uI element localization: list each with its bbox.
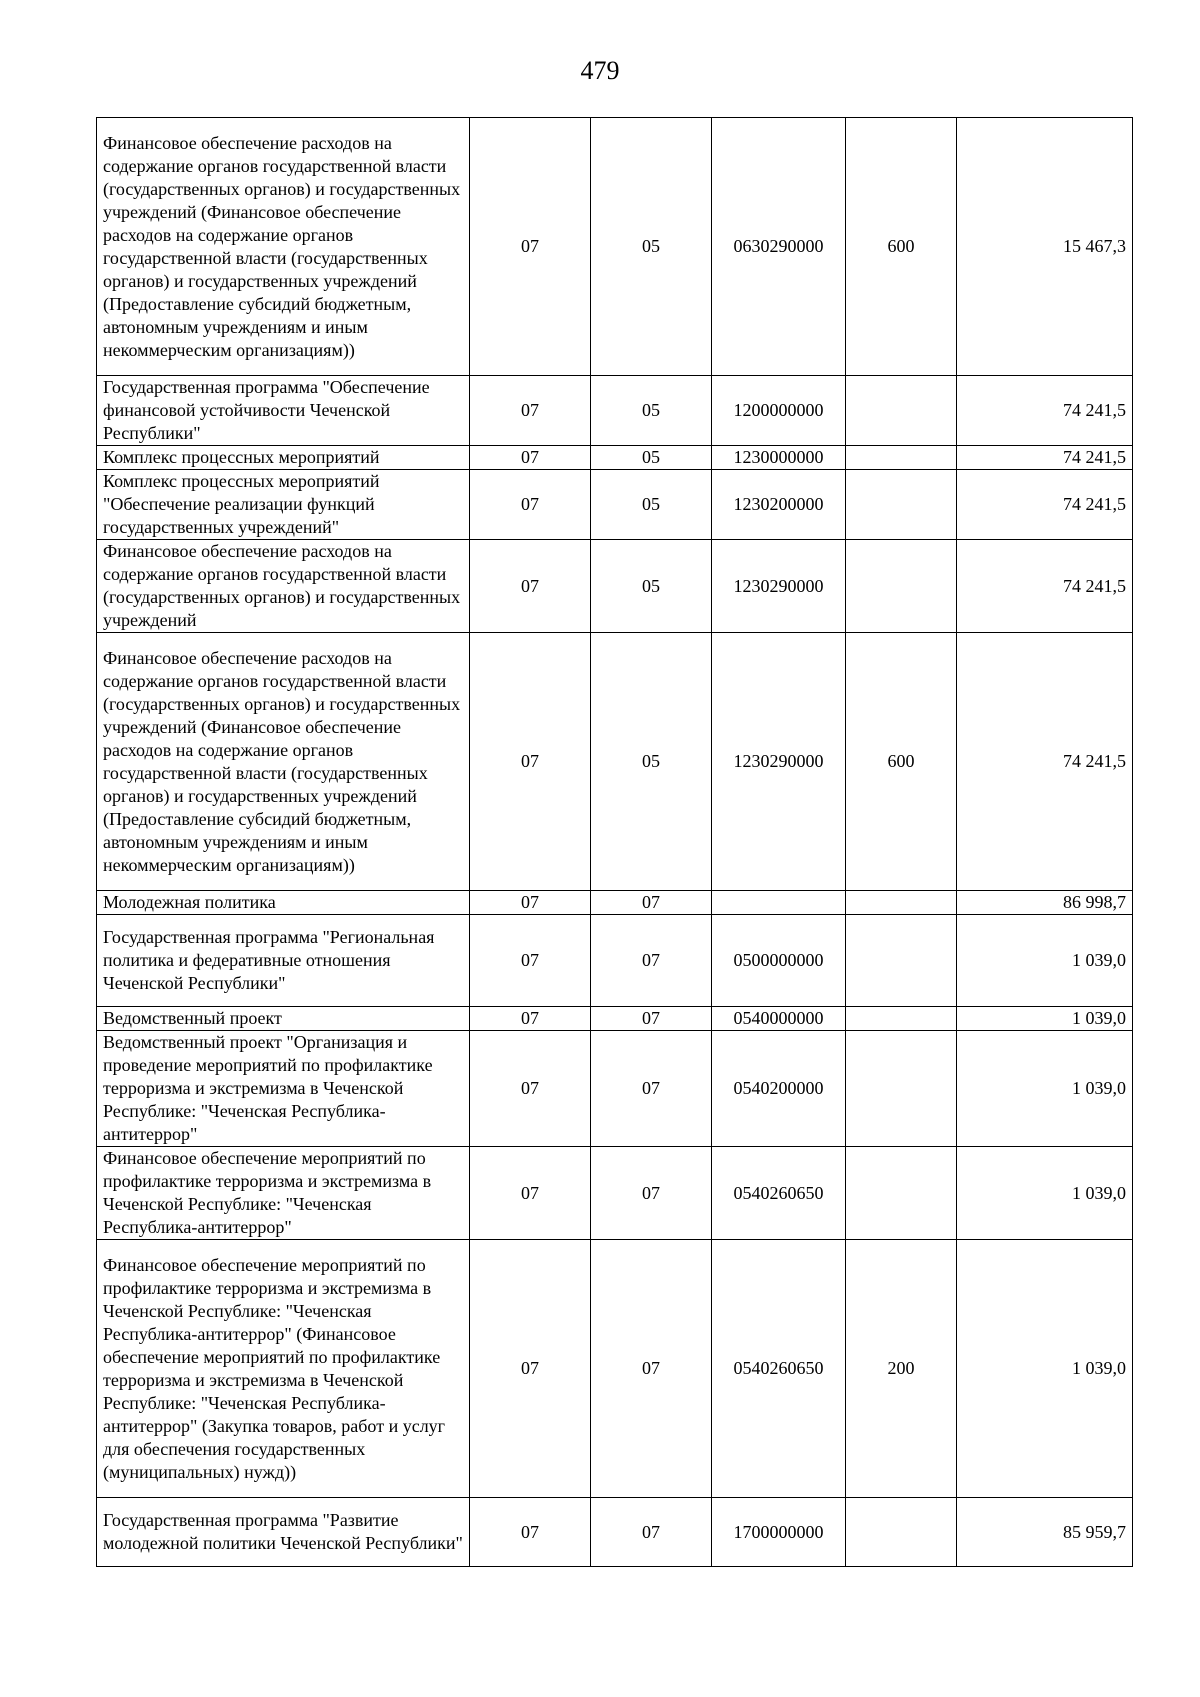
row-subsection: 05 bbox=[591, 633, 712, 891]
row-target-article: 1230290000 bbox=[712, 540, 846, 633]
table-row bbox=[97, 1007, 1133, 1031]
row-section: 07 bbox=[470, 470, 591, 540]
row-subsection: 05 bbox=[591, 446, 712, 470]
row-name: Государственная программа "Развитие молодежной политики Чеченской Республики" bbox=[97, 1498, 470, 1567]
row-amount: 74 241,5 bbox=[957, 446, 1133, 470]
row-amount: 1 039,0 bbox=[957, 1147, 1133, 1240]
row-name: Государственная программа "Обеспечение финансовой устойчивости Чеченской Республики" bbox=[97, 376, 470, 446]
row-section: 07 bbox=[470, 446, 591, 470]
budget-table-body bbox=[97, 118, 1133, 1567]
row-section: 07 bbox=[470, 1498, 591, 1567]
row-name: Финансовое обеспечение мероприятий по профилактике терроризма и экстремизма в Чеченской Республике: "Чеченская Республика-антитеррор" bbox=[97, 1147, 470, 1240]
row-amount: 85 959,7 bbox=[957, 1498, 1133, 1567]
row-section: 07 bbox=[470, 891, 591, 915]
row-amount: 1 039,0 bbox=[957, 915, 1133, 1007]
row-section: 07 bbox=[470, 1007, 591, 1031]
row-subsection: 05 bbox=[591, 118, 712, 376]
row-expense-type bbox=[846, 1498, 957, 1567]
budget-table bbox=[96, 117, 1133, 1567]
row-section: 07 bbox=[470, 915, 591, 1007]
row-subsection: 07 bbox=[591, 1498, 712, 1567]
row-expense-type bbox=[846, 915, 957, 1007]
row-subsection: 07 bbox=[591, 915, 712, 1007]
row-target-article: 0540200000 bbox=[712, 1031, 846, 1147]
table-row bbox=[97, 446, 1133, 470]
row-expense-type bbox=[846, 446, 957, 470]
row-expense-type bbox=[846, 1007, 957, 1031]
row-target-article: 0500000000 bbox=[712, 915, 846, 1007]
row-expense-type bbox=[846, 376, 957, 446]
table-row bbox=[97, 540, 1133, 633]
row-expense-type: 600 bbox=[846, 118, 957, 376]
row-target-article: 0540260650 bbox=[712, 1147, 846, 1240]
table-row bbox=[97, 376, 1133, 446]
row-expense-type bbox=[846, 891, 957, 915]
row-name: Ведомственный проект "Организация и проведение мероприятий по профилактике терроризма и экстремизма в Чеченской Республике: "Чеченская Республика-антитеррор" bbox=[97, 1031, 470, 1147]
row-expense-type bbox=[846, 1147, 957, 1240]
row-section: 07 bbox=[470, 1147, 591, 1240]
row-amount: 86 998,7 bbox=[957, 891, 1133, 915]
row-name: Финансовое обеспечение расходов на содержание органов государственной власти (государственных органов) и государственных учреждений (Финансовое обеспечение расходов на содержание органов государственной власти (государственных органов) и государственных учреждений (Предоставление субсидий бюджетным, автономным учреждениям и иным некоммерческим организациям)) bbox=[97, 118, 470, 376]
table-row bbox=[97, 1498, 1133, 1567]
row-section: 07 bbox=[470, 633, 591, 891]
row-name: Ведомственный проект bbox=[97, 1007, 470, 1031]
table-row bbox=[97, 1147, 1133, 1240]
row-name: Финансовое обеспечение расходов на содержание органов государственной власти (государственных органов) и государственных учреждений bbox=[97, 540, 470, 633]
row-amount: 74 241,5 bbox=[957, 470, 1133, 540]
row-subsection: 07 bbox=[591, 891, 712, 915]
row-section: 07 bbox=[470, 376, 591, 446]
row-section: 07 bbox=[470, 540, 591, 633]
row-target-article: 1200000000 bbox=[712, 376, 846, 446]
row-subsection: 07 bbox=[591, 1147, 712, 1240]
row-expense-type bbox=[846, 540, 957, 633]
page-number: 479 bbox=[580, 56, 620, 85]
row-section: 07 bbox=[470, 118, 591, 376]
table-row bbox=[97, 633, 1133, 891]
row-amount: 74 241,5 bbox=[957, 633, 1133, 891]
row-expense-type bbox=[846, 470, 957, 540]
row-subsection: 05 bbox=[591, 540, 712, 633]
row-subsection: 05 bbox=[591, 470, 712, 540]
row-amount: 15 467,3 bbox=[957, 118, 1133, 376]
row-expense-type bbox=[846, 1031, 957, 1147]
table-row bbox=[97, 118, 1133, 376]
row-name: Финансовое обеспечение расходов на содержание органов государственной власти (государственных органов) и государственных учреждений (Финансовое обеспечение расходов на содержание органов государственной власти (государственных органов) и государственных учреждений (Предоставление субсидий бюджетным, автономным учреждениям и иным некоммерческим организациям)) bbox=[97, 633, 470, 891]
row-amount: 74 241,5 bbox=[957, 376, 1133, 446]
table-row bbox=[97, 915, 1133, 1007]
row-name: Государственная программа "Региональная политика и федеративные отношения Чеченской Республики" bbox=[97, 915, 470, 1007]
row-subsection: 07 bbox=[591, 1007, 712, 1031]
row-amount: 74 241,5 bbox=[957, 540, 1133, 633]
row-target-article: 0630290000 bbox=[712, 118, 846, 376]
row-target-article: 0540000000 bbox=[712, 1007, 846, 1031]
row-name: Финансовое обеспечение мероприятий по профилактике терроризма и экстремизма в Чеченской Республике: "Чеченская Республика-антитеррор" (Финансовое обеспечение мероприятий по профилактике терроризма и экстремизма в Чеченской Республике: "Чеченская Республика-антитеррор" (Закупка товаров, работ и услуг для обеспечения государственных (муниципальных) нужд)) bbox=[97, 1240, 470, 1498]
table-row bbox=[97, 470, 1133, 540]
row-subsection: 07 bbox=[591, 1240, 712, 1498]
row-subsection: 07 bbox=[591, 1031, 712, 1147]
row-subsection: 05 bbox=[591, 376, 712, 446]
row-name: Комплекс процессных мероприятий "Обеспечение реализации функций государственных учреждений" bbox=[97, 470, 470, 540]
row-target-article: 1230000000 bbox=[712, 446, 846, 470]
row-amount: 1 039,0 bbox=[957, 1240, 1133, 1498]
table-row bbox=[97, 1031, 1133, 1147]
row-name: Комплекс процессных мероприятий bbox=[97, 446, 470, 470]
table-row bbox=[97, 1240, 1133, 1498]
row-target-article: 1230290000 bbox=[712, 633, 846, 891]
row-target-article: 1700000000 bbox=[712, 1498, 846, 1567]
row-section: 07 bbox=[470, 1031, 591, 1147]
row-name: Молодежная политика bbox=[97, 891, 470, 915]
row-amount: 1 039,0 bbox=[957, 1031, 1133, 1147]
table-row bbox=[97, 891, 1133, 915]
row-target-article: 0540260650 bbox=[712, 1240, 846, 1498]
row-section: 07 bbox=[470, 1240, 591, 1498]
row-amount: 1 039,0 bbox=[957, 1007, 1133, 1031]
row-expense-type: 200 bbox=[846, 1240, 957, 1498]
row-expense-type: 600 bbox=[846, 633, 957, 891]
row-target-article bbox=[712, 891, 846, 915]
row-target-article: 1230200000 bbox=[712, 470, 846, 540]
